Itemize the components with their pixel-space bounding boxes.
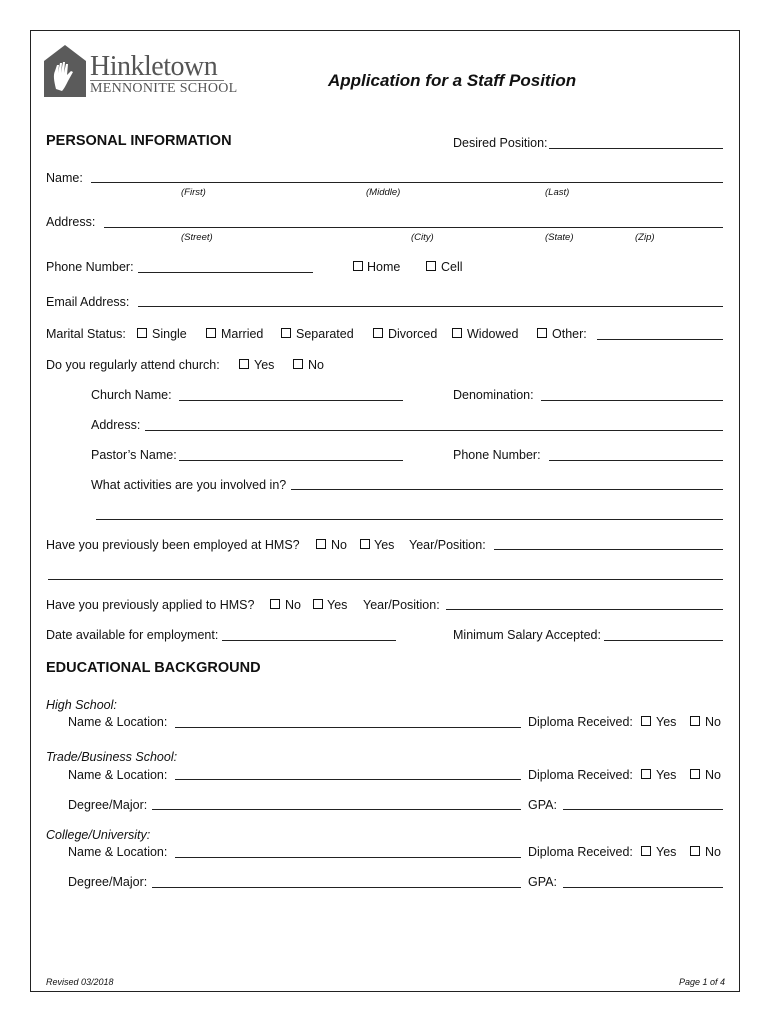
denomination-field[interactable] xyxy=(541,400,723,401)
widowed-label: Widowed xyxy=(467,327,519,341)
trade-diploma-label: Diploma Received: xyxy=(528,768,633,782)
activities-field-2[interactable] xyxy=(96,519,723,520)
first-hint: (First) xyxy=(181,187,206,198)
employed-yes-label: Yes xyxy=(374,538,395,552)
trade-diploma-yes-checkbox[interactable] xyxy=(641,769,651,779)
phone-label: Phone Number: xyxy=(46,260,134,274)
employed-year-field[interactable] xyxy=(494,549,723,550)
trade-name-field[interactable] xyxy=(175,779,521,780)
name-label: Name: xyxy=(46,171,83,185)
desired-position-label: Desired Position: xyxy=(453,136,548,150)
employed-extra-field[interactable] xyxy=(48,579,723,580)
divorced-checkbox[interactable] xyxy=(373,328,383,338)
widowed-checkbox[interactable] xyxy=(452,328,462,338)
page-title: Application for a Staff Position xyxy=(328,71,577,90)
logo-subname: MENNONITE SCHOOL xyxy=(90,81,238,96)
trade-school-label: Trade/Business School: xyxy=(46,750,178,764)
revised-date: Revised 03/2018 xyxy=(46,977,114,987)
pastor-field[interactable] xyxy=(179,460,403,461)
church-no-checkbox[interactable] xyxy=(293,359,303,369)
college-name-field[interactable] xyxy=(175,857,521,858)
college-label: College/University: xyxy=(46,828,151,842)
pastor-phone-field[interactable] xyxy=(549,460,723,461)
other-label: Other: xyxy=(552,327,587,341)
street-hint: (Street) xyxy=(181,232,213,243)
home-label: Home xyxy=(367,260,401,274)
pastor-phone-label: Phone Number: xyxy=(453,448,541,462)
applied-question: Have you previously applied to HMS? xyxy=(46,598,255,612)
trade-degree-field[interactable] xyxy=(152,809,521,810)
min-salary-field[interactable] xyxy=(604,640,723,641)
email-field[interactable] xyxy=(138,306,723,307)
separated-checkbox[interactable] xyxy=(281,328,291,338)
applied-yes-checkbox[interactable] xyxy=(313,599,323,609)
address-label: Address: xyxy=(46,215,96,229)
city-hint: (City) xyxy=(411,232,434,243)
marital-label: Marital Status: xyxy=(46,327,126,341)
divorced-label: Divorced xyxy=(388,327,438,341)
page-number: Page 1 of 4 xyxy=(679,977,726,987)
cell-label: Cell xyxy=(441,260,463,274)
college-diploma-yes-checkbox[interactable] xyxy=(641,846,651,856)
address-field[interactable] xyxy=(104,227,723,228)
date-available-field[interactable] xyxy=(222,640,396,641)
denomination-label: Denomination: xyxy=(453,388,534,402)
employed-question: Have you previously been employed at HMS? xyxy=(46,538,300,552)
married-checkbox[interactable] xyxy=(206,328,216,338)
church-yes-label: Yes xyxy=(254,358,275,372)
separated-label: Separated xyxy=(296,327,354,341)
college-degree-field[interactable] xyxy=(152,887,521,888)
desired-position-field[interactable] xyxy=(549,148,723,149)
phone-field[interactable] xyxy=(138,272,313,273)
church-question: Do you regularly attend church: xyxy=(46,358,220,372)
activities-label: What activities are you involved in? xyxy=(91,478,287,492)
education-heading: EDUCATIONAL BACKGROUND xyxy=(46,660,261,676)
church-yes-checkbox[interactable] xyxy=(239,359,249,369)
church-address-field[interactable] xyxy=(145,430,723,431)
min-salary-label: Minimum Salary Accepted: xyxy=(453,628,601,642)
church-name-field[interactable] xyxy=(179,400,403,401)
college-diploma-label: Diploma Received: xyxy=(528,845,633,859)
cell-checkbox[interactable] xyxy=(426,261,436,271)
hs-diploma-no-label: No xyxy=(705,715,721,729)
middle-hint: (Middle) xyxy=(366,187,401,198)
college-gpa-label: GPA: xyxy=(528,875,557,889)
other-field[interactable] xyxy=(597,339,723,340)
zip-hint: (Zip) xyxy=(635,232,655,243)
name-field[interactable] xyxy=(91,182,723,183)
other-checkbox[interactable] xyxy=(537,328,547,338)
trade-name-label: Name & Location: xyxy=(68,768,168,782)
college-degree-label: Degree/Major: xyxy=(68,875,148,889)
hs-diploma-yes-label: Yes xyxy=(656,715,677,729)
church-no-label: No xyxy=(308,358,324,372)
high-school-label: High School: xyxy=(46,698,117,712)
college-diploma-no-label: No xyxy=(705,845,721,859)
married-label: Married xyxy=(221,327,264,341)
church-name-label: Church Name: xyxy=(91,388,172,402)
college-diploma-no-checkbox[interactable] xyxy=(690,846,700,856)
single-checkbox[interactable] xyxy=(137,328,147,338)
activities-field[interactable] xyxy=(291,489,723,490)
pastor-label: Pastor’s Name: xyxy=(91,448,177,462)
trade-diploma-yes-label: Yes xyxy=(656,768,677,782)
hs-diploma-yes-checkbox[interactable] xyxy=(641,716,651,726)
applied-no-checkbox[interactable] xyxy=(270,599,280,609)
trade-diploma-no-label: No xyxy=(705,768,721,782)
trade-gpa-label: GPA: xyxy=(528,798,557,812)
applied-year-field[interactable] xyxy=(446,609,723,610)
logo-name: Hinkletown xyxy=(90,51,218,82)
email-label: Email Address: xyxy=(46,295,130,309)
date-available-label: Date available for employment: xyxy=(46,628,219,642)
college-diploma-yes-label: Yes xyxy=(656,845,677,859)
employed-no-label: No xyxy=(331,538,347,552)
hs-diploma-label: Diploma Received: xyxy=(528,715,633,729)
trade-degree-label: Degree/Major: xyxy=(68,798,148,812)
hs-diploma-no-checkbox[interactable] xyxy=(690,716,700,726)
college-gpa-field[interactable] xyxy=(563,887,723,888)
last-hint: (Last) xyxy=(545,187,570,198)
church-address-label: Address: xyxy=(91,418,141,432)
applied-no-label: No xyxy=(285,598,301,612)
employed-yes-checkbox[interactable] xyxy=(360,539,370,549)
applied-yes-label: Yes xyxy=(327,598,348,612)
trade-diploma-no-checkbox[interactable] xyxy=(690,769,700,779)
trade-gpa-field[interactable] xyxy=(563,809,723,810)
personal-heading: PERSONAL INFORMATION xyxy=(46,133,232,149)
logo-divider xyxy=(90,80,224,81)
hs-name-label: Name & Location: xyxy=(68,715,168,729)
hs-name-field[interactable] xyxy=(175,727,521,728)
state-hint: (State) xyxy=(545,232,574,243)
college-name-label: Name & Location: xyxy=(68,845,168,859)
home-checkbox[interactable] xyxy=(353,261,363,271)
employed-no-checkbox[interactable] xyxy=(316,539,326,549)
single-label: Single xyxy=(152,327,187,341)
school-logo-icon xyxy=(44,45,86,97)
applied-year-label: Year/Position: xyxy=(363,598,440,612)
employed-year-label: Year/Position: xyxy=(409,538,486,552)
